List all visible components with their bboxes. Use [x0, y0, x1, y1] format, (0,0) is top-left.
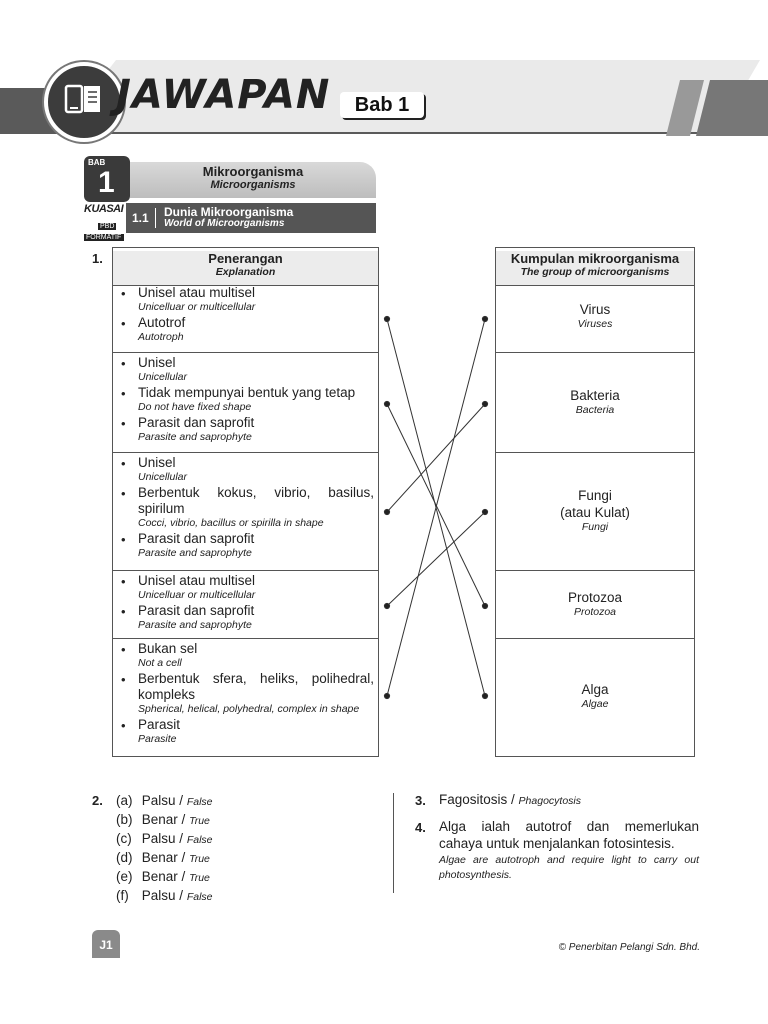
section-title: Dunia Mikroorganisma [164, 205, 294, 219]
item-ms: Bukan sel [138, 641, 198, 656]
item-en: Spherical, helical, polyhedral, complex in shape [138, 703, 360, 715]
section-number: 1.1 [132, 211, 149, 225]
item-ms: Parasit dan saprofit [138, 531, 255, 546]
chapter-title: Mikroorganisma [202, 164, 304, 179]
q4-answer [439, 818, 699, 882]
answer-en: Phagocytosis [518, 795, 581, 807]
item-en: Unicellular [138, 371, 188, 383]
group-header-ms: Kumpulan mikroorganisma [510, 251, 680, 266]
bullet: • [121, 316, 126, 331]
answer-letter: (f) [116, 888, 129, 903]
column-divider [393, 793, 394, 893]
item-en: Parasite [138, 733, 177, 745]
item-ms: Unisel [138, 355, 176, 370]
answer-ms: Benar [141, 869, 178, 884]
kuasai-label: KUASAI [84, 203, 124, 215]
item-ms: Berbentuk kokus, vibrio, basilus, spirilum [138, 485, 374, 516]
match-dot [482, 603, 487, 608]
group-en: Bacteria [575, 404, 615, 416]
match-dot [482, 693, 487, 698]
answer-letter: (b) [116, 812, 133, 827]
group-ms: Bakteria [570, 388, 620, 403]
answer-ms: Fagositosis [439, 792, 508, 807]
group-header-en: The group of microorganisms [520, 266, 670, 278]
match-dot [384, 316, 389, 321]
bullet: • [121, 604, 126, 619]
pbd-label: PBD [100, 223, 115, 230]
q2-answer [116, 830, 213, 849]
answer-en: True [189, 853, 210, 865]
item-ms: Parasit dan saprofit [138, 415, 255, 430]
answer-en: False [186, 796, 213, 808]
group-ms: Protozoa [567, 590, 623, 605]
answer-ms-line1: Alga ialah autotrof dan memerlukan [439, 819, 699, 834]
answer-ms: Palsu [141, 888, 176, 903]
q2-number: 2. [92, 793, 103, 808]
slash: / [175, 793, 187, 808]
slash: / [177, 869, 190, 884]
explanation-header-ms: Penerangan [208, 251, 283, 266]
q2-answer [116, 792, 213, 811]
match-line [387, 404, 485, 606]
slash: / [507, 792, 519, 807]
answer-letter: (e) [116, 869, 133, 884]
slash: / [177, 850, 190, 865]
chapter-title-en: Microorganisms [210, 179, 296, 191]
bullet: • [121, 456, 126, 471]
match-dot [384, 693, 389, 698]
q3-answer [439, 792, 581, 807]
answer-ms: Palsu [141, 793, 176, 808]
item-en: Unicelluar or multicellular [138, 589, 256, 601]
match-dot [482, 509, 487, 514]
item-ms: Unisel atau multisel [138, 573, 256, 588]
item-ms: Tidak mempunyai bentuk yang tetap [138, 385, 356, 400]
bullet: • [121, 532, 126, 547]
bullet: • [121, 416, 126, 431]
item-en: Not a cell [138, 657, 182, 669]
match-dot [384, 509, 389, 514]
page-title: JAWAPAN [116, 72, 331, 118]
page-number: J1 [92, 930, 120, 958]
group-en: Protozoa [573, 606, 617, 618]
slash: / [175, 888, 187, 903]
item-ms: Unisel [138, 455, 176, 470]
slash: / [175, 831, 187, 846]
answer-en: False [186, 891, 213, 903]
answer-ms: Benar [141, 850, 178, 865]
item-en: Cocci, vibrio, bacillus or spirilla in shape [138, 517, 324, 529]
item-ms: Parasit dan saprofit [138, 603, 255, 618]
bullet: • [121, 672, 126, 687]
section-title-en: World of Microorganisms [164, 218, 285, 229]
q2-answer [116, 868, 213, 887]
bullet: • [121, 386, 126, 401]
group-ms: Alga [581, 682, 609, 697]
q1-number: 1. [92, 251, 103, 266]
group-ms: Virus [579, 302, 611, 317]
match-line [387, 404, 485, 512]
match-dot [482, 401, 487, 406]
item-ms: Berbentuk sfera, heliks, polihedral, kompleks [138, 671, 374, 702]
q2-answer [116, 849, 213, 868]
bullet: • [121, 356, 126, 371]
group-ms: Fungi [578, 488, 612, 503]
group-ms-alt: (atau Kulat) [560, 505, 630, 520]
answer-letter: (c) [116, 831, 132, 846]
answer-letter: (a) [116, 793, 133, 808]
group-en: Algae [581, 698, 609, 710]
slash: / [177, 812, 190, 827]
q2-answer [116, 811, 213, 830]
q2-answers [116, 792, 213, 906]
answer-ms: Palsu [141, 831, 176, 846]
bullet: • [121, 574, 126, 589]
badge-number: 1 [98, 166, 115, 199]
bullet: • [121, 286, 126, 301]
formatif-label: FORMATIF [84, 234, 124, 241]
answer-en: False [186, 834, 213, 846]
match-dot [384, 401, 389, 406]
answer-ms-line2: cahaya untuk menjalankan fotosintesis. [439, 836, 675, 851]
item-en: Parasite and saprophyte [138, 431, 252, 443]
q2-answer [116, 887, 213, 906]
answer-en: True [189, 872, 210, 884]
bullet: • [121, 642, 126, 657]
answer-ms: Benar [141, 812, 178, 827]
bullet: • [121, 718, 126, 733]
item-en: Parasite and saprophyte [138, 619, 252, 631]
bullet: • [121, 486, 126, 501]
match-dot [482, 316, 487, 321]
explanation-header-en: Explanation [215, 266, 276, 278]
item-en: Unicellular [138, 471, 188, 483]
match-dot [384, 603, 389, 608]
group-en: Viruses [577, 318, 613, 330]
badge-label: BAB [88, 158, 106, 167]
group-en: Fungi [581, 521, 609, 533]
answer-en: Algae are autotroph and require light to carry out photosynthesis. [439, 854, 699, 881]
q3-number: 3. [415, 793, 426, 808]
match-line [387, 512, 485, 606]
answer-letter: (d) [116, 850, 133, 865]
item-ms: Autotrof [138, 315, 186, 330]
item-en: Parasite and saprophyte [138, 547, 252, 559]
item-en: Autotroph [138, 331, 184, 343]
item-en: Unicelluar or multicellular [138, 301, 256, 313]
copyright: © Penerbitan Pelangi Sdn. Bhd. [558, 942, 700, 953]
item-ms: Parasit [138, 717, 181, 732]
q4-number: 4. [415, 820, 426, 835]
item-ms: Unisel atau multisel [138, 285, 256, 300]
answer-en: True [189, 815, 210, 827]
chapter-label: Bab 1 [340, 92, 424, 118]
item-en: Do not have fixed shape [138, 401, 252, 413]
